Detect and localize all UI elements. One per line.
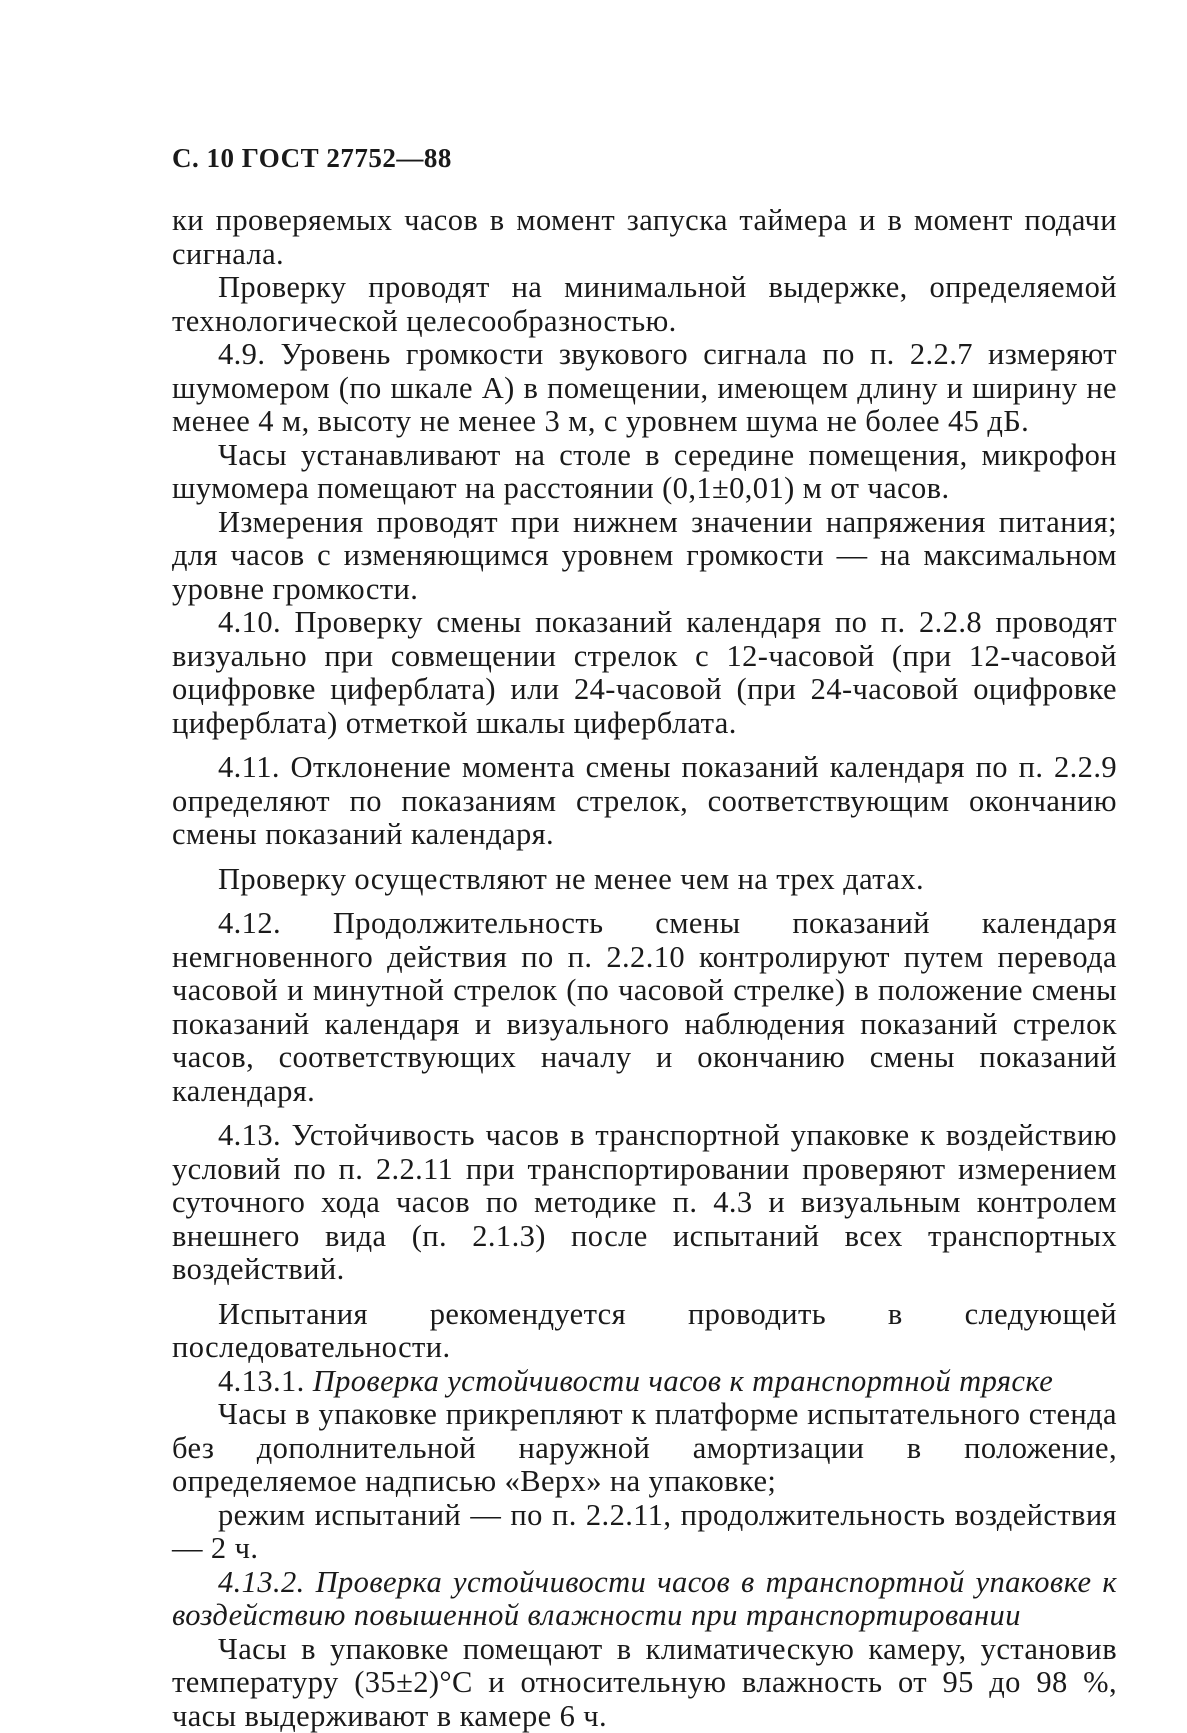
paragraph-climate-chamber: Часы в упаковке помещают в климатическую камеру, установив температуру (35±2)°С и относительную влажность от 95 до 98 %, часы выдерживают в камере 6 ч. — [172, 1633, 1117, 1733]
paragraph-check-min-delay: Проверку проводят на минимальной выдержке, определяемой технологической целесообразностью. — [172, 271, 1117, 338]
paragraph-three-dates: Проверку осуществляют не менее чем на трех датах. — [172, 863, 1117, 897]
paragraph-4-11: 4.11. Отклонение момента смены показаний календаря по п. 2.2.9 определяют по показаниям стрелок, соответствующим окончанию смены показаний календаря. — [172, 751, 1117, 852]
heading-4-13-1-number: 4.13.1. — [218, 1364, 313, 1398]
page-header: С. 10 ГОСТ 27752—88 — [172, 145, 1117, 172]
paragraph-test-sequence: Испытания рекомендуется проводить в следующей последовательности. — [172, 1298, 1117, 1365]
paragraph-platform-mounting: Часы в упаковке прикрепляют к платформе испытательного стенда без дополнительной наружной амортизации в положение, определяемое надписью «Верх» на упаковке; — [172, 1398, 1117, 1499]
paragraph-test-mode: режим испытаний — по п. 2.2.11, продолжительность воздействия — 2 ч. — [172, 1499, 1117, 1566]
heading-4-13-1 — [172, 1365, 1117, 1399]
paragraph-4-9: 4.9. Уровень громкости звукового сигнала по п. 2.2.7 измеряют шумомером (по шкале А) в помещении, имеющем длину и ширину не менее 4 м, высоту не менее 3 м, с уровнем шума не более 45 дБ. — [172, 338, 1117, 439]
heading-4-13-2-title: Проверка устойчивости часов в транспортной упаковке к воздействию повышенной влажности при транспортировании — [172, 1565, 1117, 1633]
paragraph-4-12: 4.12. Продолжительность смены показаний календаря немгновенного действия по п. 2.2.10 контролируют путем перевода часовой и минутной стрелок (по часовой стрелке) в положение смены показаний календаря и визуального наблюдения показаний стрелок часов, соответствующих началу и окончанию смены показаний календаря. — [172, 907, 1117, 1108]
paragraph-measurement-voltage: Измерения проводят при нижнем значении напряжения питания; для часов с изменяющимся уровнем громкости — на максимальном уровне громкости. — [172, 506, 1117, 607]
paragraph-4-13: 4.13. Устойчивость часов в транспортной упаковке к воздействию условий по п. 2.2.11 при транспортировании проверяют измерением суточного хода часов по методике п. 4.3 и визуальным контролем внешнего вида (п. 2.1.3) после испытаний всех транспортных воздействий. — [172, 1119, 1117, 1287]
paragraph-microphone: Часы устанавливают на столе в середине помещения, микрофон шумомера помещают на расстоянии (0,1±0,01) м от часов. — [172, 439, 1117, 506]
document-body — [172, 204, 1117, 1733]
heading-4-13-2 — [172, 1566, 1117, 1633]
paragraph-4-10: 4.10. Проверку смены показаний календаря по п. 2.2.8 проводят визуально при совмещении стрелок с 12-часовой (при 12-часовой оцифровке циферблата) или 24-часовой (при 24-часовой оцифровке циферблата) отметкой шкалы циферблата. — [172, 606, 1117, 740]
heading-4-13-2-number: 4.13.2. — [218, 1565, 316, 1599]
paragraph-continuation: ки проверяемых часов в момент запуска таймера и в момент подачи сигнала. — [172, 204, 1117, 271]
heading-4-13-1-title: Проверка устойчивости часов к транспортной тряске — [313, 1364, 1054, 1398]
